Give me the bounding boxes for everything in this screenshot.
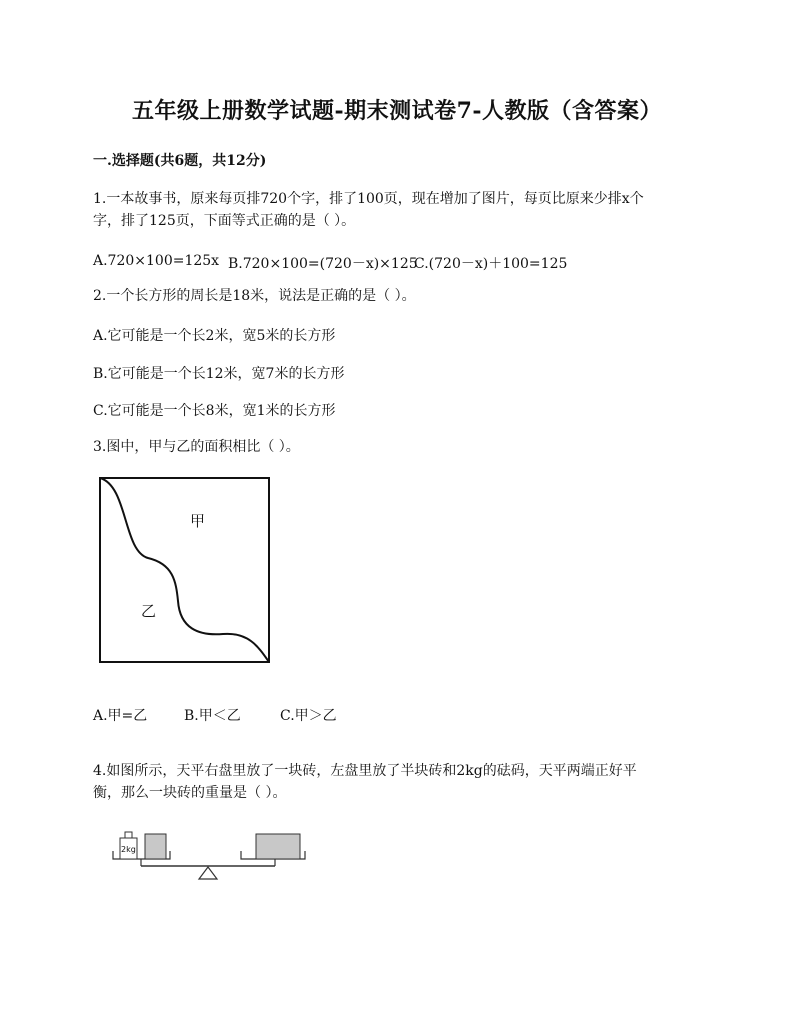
question-3-stem: 3.图中，甲与乙的面积相比（ ）。 — [93, 439, 300, 455]
question-2-stem: 2.一个长方形的周长是18米，说法是正确的是（ ）。 — [93, 288, 416, 304]
question-3-option-a: A.甲=乙 — [93, 708, 148, 724]
label-yi: 乙 — [141, 602, 157, 620]
fulcrum — [199, 867, 217, 879]
whole-brick — [256, 834, 300, 859]
question-4-stem-line2: 衡，那么一块砖的重量是（ ）。 — [93, 785, 287, 801]
question-1-option-b: B.720×100=(720－x)×125 — [228, 256, 418, 272]
half-brick — [145, 834, 166, 859]
dividing-curve — [100, 478, 269, 662]
page-title: 五年级上册数学试题-期末测试卷7-人教版（含答案） — [131, 98, 663, 124]
weight-handle — [125, 832, 132, 838]
square-outline — [100, 478, 269, 662]
question-2-option-b: B.它可能是一个长12米，宽7米的长方形 — [93, 366, 345, 382]
question-2-option-c: C.它可能是一个长8米，宽1米的长方形 — [93, 403, 336, 419]
label-jia: 甲 — [190, 512, 206, 530]
section-heading: 一.选择题(共6题，共12分) — [93, 153, 267, 169]
question-3-option-b: B.甲＜乙 — [184, 708, 241, 724]
question-2-option-a: A.它可能是一个长2米，宽5米的长方形 — [93, 328, 336, 344]
weight-label: 2kg — [121, 845, 136, 854]
question-4-stem-line1: 4.如图所示，天平右盘里放了一块砖，左盘里放了半块砖和2kg的砝码，天平两端正好平 — [93, 763, 637, 779]
question-1-stem-line2: 字，排了125页，下面等式正确的是（ ）。 — [93, 213, 356, 229]
balance-scale-figure — [108, 826, 310, 882]
area-comparison-figure — [98, 476, 272, 666]
question-3-option-c: C.甲＞乙 — [280, 708, 337, 724]
question-1-option-a: A.720×100=125x — [93, 253, 220, 269]
question-1-stem-line1: 1.一本故事书，原来每页排720个字，排了100页，现在增加了图片，每页比原来少排x个 — [93, 191, 644, 207]
question-1-option-c: C.(720－x)＋100=125 — [414, 256, 568, 272]
